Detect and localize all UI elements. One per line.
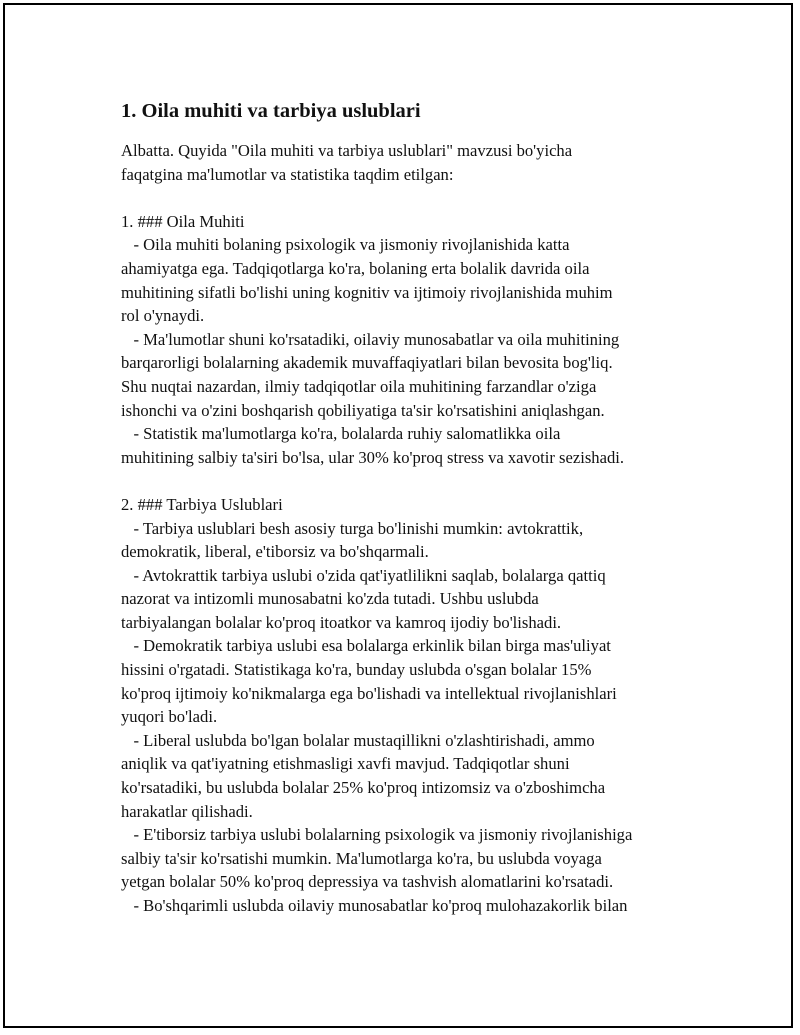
text-line: - Tarbiya uslublari besh asosiy turga bo'linishi mumkin: avtokrattik, <box>121 518 584 538</box>
text-line: - Bo'shqarimli uslubda oilaviy munosabatlar ko'proq mulohazakorlik bilan <box>121 896 628 915</box>
text-line: demokratik, liberal, e'tiborsiz va bo'shqarmali. <box>121 542 429 562</box>
text-line: ko'proq ijtimoiy ko'nikmalarga ega bo'lishadi va intellektual rivojlanishlari <box>121 683 617 703</box>
text-line: muhitining salbiy ta'siri bo'lsa, ular 30% ko'proq stress va xavotir sezishadi. <box>121 447 625 467</box>
text-line: ahamiyatga ega. Tadqiqotlarga ko'ra, bolaning erta bolalik davrida oila <box>121 258 590 278</box>
text-line: rol o'ynaydi. <box>121 306 205 326</box>
section-heading: 2. ### Tarbiya Uslublari <box>121 494 283 514</box>
intro-line: Albatta. Quyida "Oila muhiti va tarbiya uslublari" mavzusi bo'yicha <box>121 141 573 160</box>
text-line: - Avtokrattik tarbiya uslubi o'zida qat'iyatlilikni saqlab, bolalarga qattiq <box>121 565 606 585</box>
document-body <box>121 97 701 918</box>
section-heading: 1. ### Oila Muhiti <box>121 211 245 231</box>
text-line: aniqlik va qat'iyatning etishmasligi xavfi mavjud. Tadqiqotlar shuni <box>121 754 570 774</box>
document-page <box>3 3 793 1028</box>
section-tarbiya-uslublari <box>121 493 701 918</box>
text-line: ishonchi va o'zini boshqarish qobiliyatiga ta'sir ko'rsatishini aniqlashgan. <box>121 400 605 420</box>
text-line: nazorat va intizomli munosabatni ko'zda tutadi. Ushbu uslubda <box>121 589 539 609</box>
document-title: 1. Oila muhiti va tarbiya uslublari <box>121 100 421 122</box>
text-line: hissini o'rgatadi. Statistikaga ko'ra, bunday uslubda o'sgan bolalar 15% <box>121 660 592 680</box>
text-line: barqarorligi bolalarning akademik muvaffaqiyatlari bilan bevosita bog'liq. <box>121 353 613 373</box>
text-line: - Liberal uslubda bo'lgan bolalar mustaqillikni o'zlashtirishadi, ammo <box>121 730 595 750</box>
text-line: tarbiyalangan bolalar ko'proq itoatkor va kamroq ijodiy bo'lishadi. <box>121 612 562 632</box>
text-line: yuqori bo'ladi. <box>121 707 218 727</box>
text-line: salbiy ta'sir ko'rsatishi mumkin. Ma'lumotlarga ko'ra, bu uslubda voyaga <box>121 848 602 868</box>
text-line: - E'tiborsiz tarbiya uslubi bolalarning psixologik va jismoniy rivojlanishiga <box>121 825 633 845</box>
text-line: - Statistik ma'lumotlarga ko'ra, bolalarda ruhiy salomatlikka oila <box>121 424 561 444</box>
text-line: muhitining sifatli bo'lishi uning kognitiv va ijtimoiy rivojlanishida muhim <box>121 282 613 302</box>
text-line: - Oila muhiti bolaning psixologik va jismoniy rivojlanishida katta <box>121 235 570 255</box>
text-line: Shu nuqtai nazardan, ilmiy tadqiqotlar oila muhitining farzandlar o'ziga <box>121 376 597 396</box>
text-line: - Demokratik tarbiya uslubi esa bolalarga erkinlik bilan birga mas'uliyat <box>121 636 611 656</box>
intro-line: faqatgina ma'lumotlar va statistika taqdim etilgan: <box>121 164 454 184</box>
section-oila-muhiti <box>121 210 701 470</box>
intro-paragraph <box>121 139 701 186</box>
text-line: ko'rsatadiki, bu uslubda bolalar 25% ko'proq intizomsiz va o'zboshimcha <box>121 778 606 798</box>
text-line: yetgan bolalar 50% ko'proq depressiya va tashvish alomatlarini ko'rsatadi. <box>121 872 614 892</box>
text-line: - Ma'lumotlar shuni ko'rsatadiki, oilaviy munosabatlar va oila muhitining <box>121 329 620 349</box>
text-line: harakatlar qilishadi. <box>121 801 253 821</box>
